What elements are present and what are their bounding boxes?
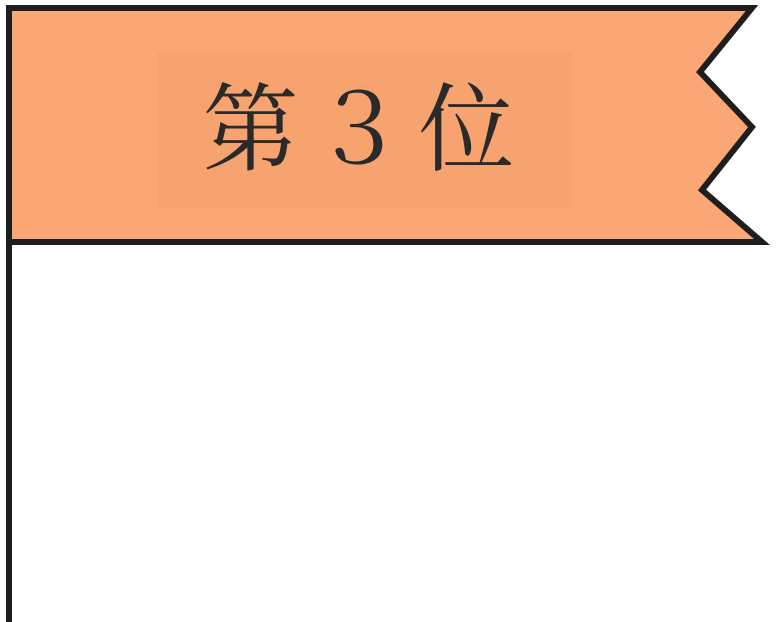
- rank-label: 第３位: [202, 74, 527, 186]
- flag-label-box: [157, 52, 572, 208]
